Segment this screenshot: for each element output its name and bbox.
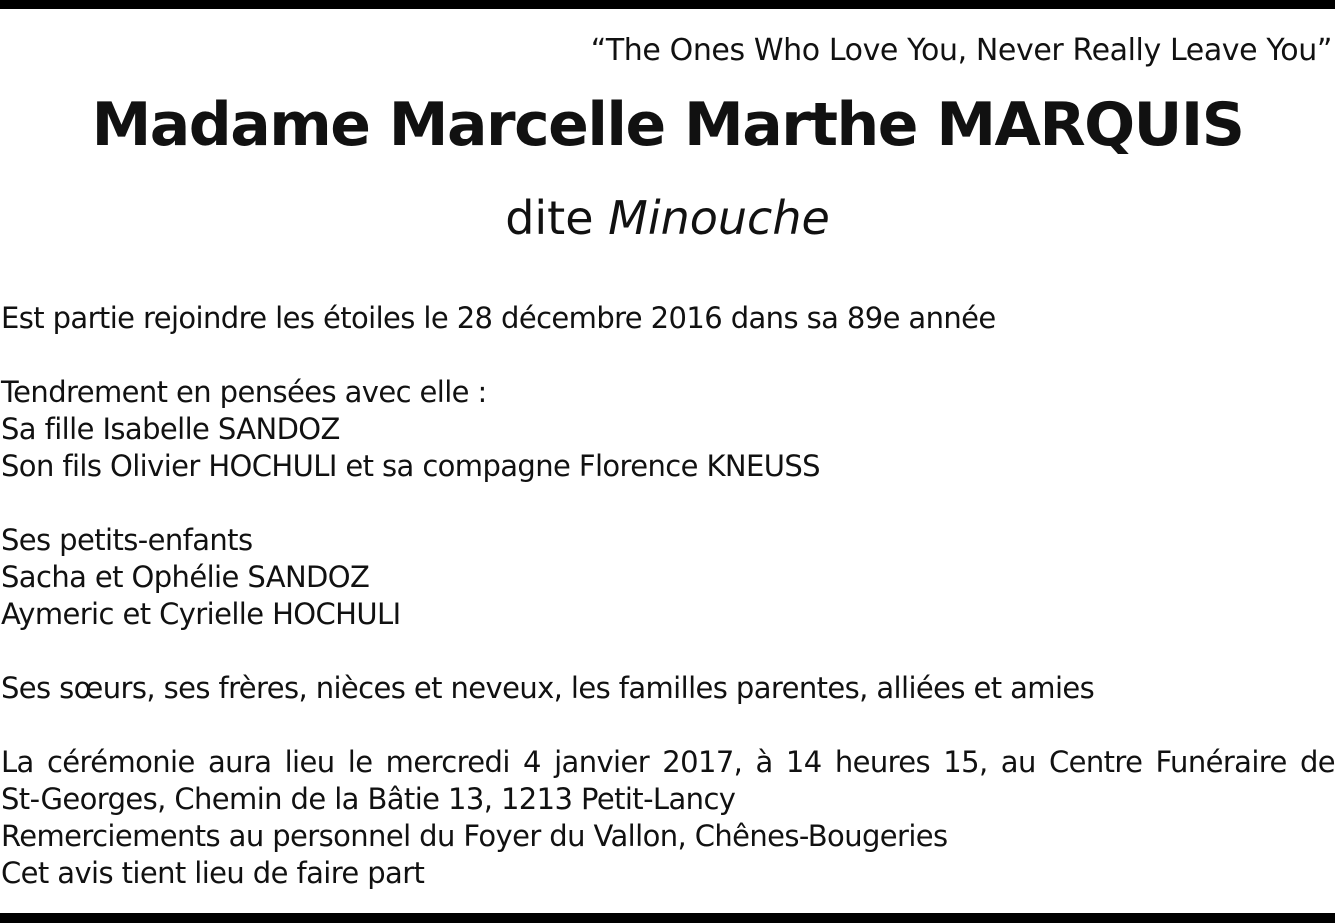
notice-body [1, 300, 1335, 892]
grandchildren-line: Sacha et Ophélie SANDOZ [1, 560, 370, 594]
ceremony-details: La cérémonie aura lieu le mercredi 4 janvier 2017, à 14 heures 15, au Centre Funéraire de [1, 745, 1335, 779]
grandchildren-line: Aymeric et Cyrielle HOCHULI [1, 597, 401, 631]
ceremony-location: St-Georges, Chemin de la Bâtie 13, 1213 Petit-Lancy [1, 782, 736, 816]
family-member-line: Sa fille Isabelle SANDOZ [1, 412, 340, 446]
top-border-rule [0, 0, 1335, 9]
passing-announcement: Est partie rejoindre les étoiles le 28 décembre 2016 dans sa 89e année [1, 301, 996, 335]
nickname-prefix: dite [505, 191, 609, 245]
thanks-line: Remerciements au personnel du Foyer du Vallon, Chênes-Bougeries [1, 819, 948, 853]
spacer [1, 485, 1335, 522]
spacer [1, 707, 1335, 744]
epigraph-quote: “The Ones Who Love You, Never Really Leave You” [590, 33, 1332, 68]
spacer [1, 337, 1335, 374]
family-member-line: Son fils Olivier HOCHULI et sa compagne Florence KNEUSS [1, 449, 820, 483]
closing-line: Cet avis tient lieu de faire part [1, 856, 425, 890]
nickname: Minouche [608, 191, 830, 245]
nickname-line [0, 188, 1335, 248]
thoughts-heading: Tendrement en pensées avec elle : [1, 375, 487, 409]
extended-family-line: Ses sœurs, ses frères, nièces et neveux, les familles parentes, alliées et amies [1, 671, 1095, 705]
grandchildren-heading: Ses petits-enfants [1, 523, 253, 557]
spacer [1, 633, 1335, 670]
bottom-border-rule [0, 913, 1335, 923]
deceased-name: Madame Marcelle Marthe MARQUIS [91, 90, 1244, 160]
